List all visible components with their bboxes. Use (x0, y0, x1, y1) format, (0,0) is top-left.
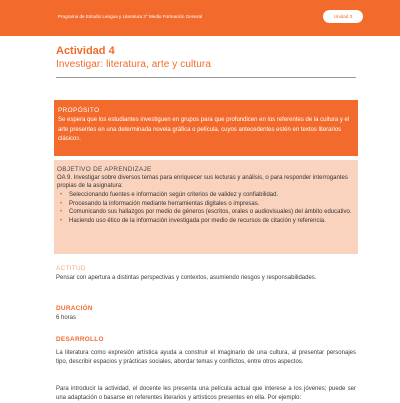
purpose-text-trailing: s. (76, 136, 82, 143)
objective-item-4: Haciendo uso ético de la información investigada por medio de recursos de citación y referencia. (69, 218, 326, 225)
bullet-icon: • (60, 209, 63, 216)
attitude-text: Pensar con apertura a distintas perspectivas y contextos, asumiendo riesgos y responsabilidades. (56, 275, 317, 281)
development-heading: DESARROLLO (56, 336, 104, 343)
objective-list (57, 191, 354, 226)
duration-heading: DURACIÓN (56, 305, 93, 312)
bullet-icon: • (60, 191, 63, 198)
activity-title: Actividad 4 (56, 45, 115, 57)
development-paragraph-2: Para introducir la actividad, el docente les presenta una película actual que interese a los jóvenes; puede ser una adaptación o basarse en referentes literarios y artísticos presentes en ella. Por ejemplo: (56, 386, 356, 401)
unit-badge: Unidad 3 (323, 10, 363, 23)
objective-intro: OA 9. Investigar sobre diversos temas para enriquecer sus lecturas y análisis, o para responder interrogantes propias de la asignatura: (57, 175, 348, 190)
activity-subtitle: Investigar: literatura, arte y cultura (56, 59, 211, 70)
title-divider (56, 77, 356, 78)
duration-text: 6 horas (56, 315, 77, 321)
program-title: Programa de Estudio Lengua y Literatura 3° Medio Formación General (58, 14, 203, 19)
development-paragraph-1: La literatura como expresión artística ayuda a construir el imaginario de una cultura, al presentar personajes tipo, describir espacios y prácticas sociales, abordar temas y conflictos, entre otros aspectos. (56, 350, 356, 365)
attitude-heading: ACTITUD (56, 265, 86, 272)
header-bar (0, 0, 400, 36)
objective-item-2: Procesando la información mediante herramientas digitales o impresas. (69, 200, 260, 207)
purpose-box (54, 100, 358, 156)
objective-box (54, 160, 358, 254)
purpose-heading: PROPÓSITO (58, 107, 100, 114)
list-item (57, 191, 354, 200)
objective-item-1: Seleccionando fuentes e información según criterios de validez y confiabilidad. (69, 191, 279, 198)
objective-item-3: Comunicando sus hallazgos por medio de géneros (escritos, orales o audiovisuales) del ámbito educativo. (69, 209, 352, 216)
list-item (57, 208, 354, 217)
list-item (57, 200, 354, 209)
bullet-icon: • (60, 200, 63, 207)
objective-heading: OBJETIVO DE APRENDIZAJE (57, 166, 152, 173)
purpose-text-main: Se espera que los estudiantes investiguen en grupos para que profundicen en los referentes de la cultura y el arte presentes en una determinada novela gráfica o película, cuyos antecedentes estén en textos literarios clásico (58, 117, 350, 143)
list-item (57, 217, 354, 226)
purpose-text (58, 116, 354, 145)
bullet-icon: • (60, 218, 63, 225)
